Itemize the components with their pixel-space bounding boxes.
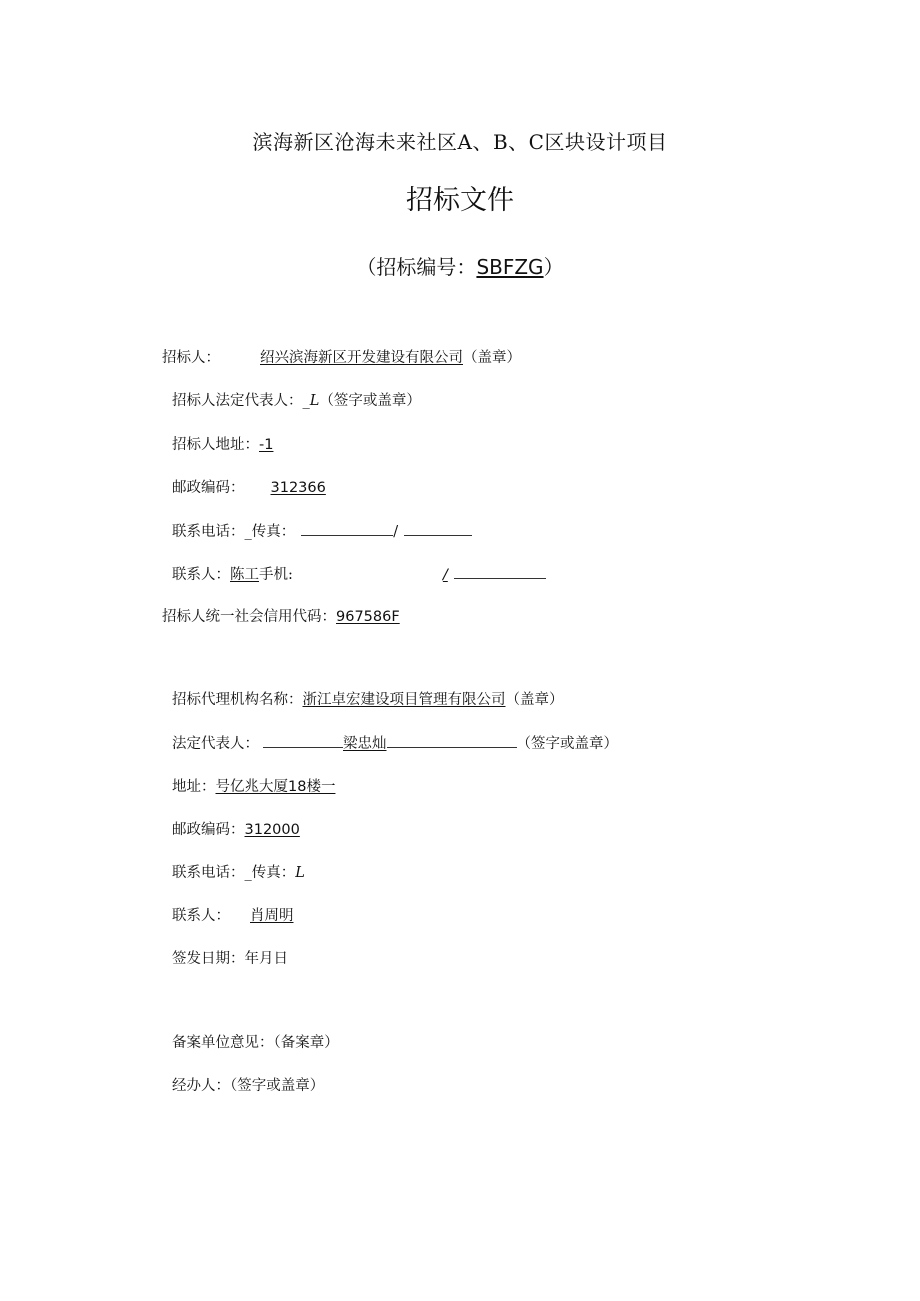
tenderer-address-line (172, 435, 273, 455)
document-title: 招标文件 (406, 185, 514, 216)
tenderer-mobile-blank (454, 564, 546, 579)
agency-issue-date-line: 签发日期：年月日 (172, 951, 288, 967)
tenderer-postcode-value: 312366 (270, 480, 326, 496)
agency-legal-rep-label: 法定代表人： (172, 736, 259, 752)
tenderer-phone-blank (301, 521, 393, 536)
agency-phone-label: 联系电话：_传真： (172, 865, 296, 881)
agency-legal-rep-blank-left (263, 733, 343, 748)
tenderer-contact-value: 陈工 (230, 567, 259, 583)
tenderer-contact-label: 联系人： (172, 567, 230, 583)
tender-number-value: SBFZG (476, 255, 544, 279)
tenderer-name-line (162, 348, 521, 368)
agency-contact-label: 联系人： (172, 908, 230, 924)
agency-phone-value: L (295, 865, 305, 881)
agency-legal-rep-line (172, 733, 618, 754)
agency-phone-line (172, 863, 305, 883)
tenderer-contact-line (172, 564, 546, 585)
agency-name-suffix: （盖章） (505, 692, 564, 708)
agency-contact-value: 肖周明 (250, 908, 294, 924)
tenderer-credit-label: 招标人统一社会信用代码： (162, 609, 336, 625)
tenderer-name-label: 招标人： (162, 350, 220, 366)
tenderer-legal-rep-value: L (309, 393, 320, 409)
agency-address-value: 号亿兆大厦18楼一 (215, 779, 336, 795)
tenderer-phone-label: 联系电话：_传真： (172, 524, 296, 540)
agency-legal-rep-blank-right (387, 733, 517, 748)
tenderer-address-label: 招标人地址： (172, 437, 259, 453)
agency-name-label: 招标代理机构名称： (172, 692, 303, 708)
agency-address-line (172, 777, 335, 797)
tender-number-open: （招标编号： (356, 255, 477, 279)
agency-name-value: 浙江卓宏建设项目管理有限公司 (302, 692, 506, 708)
filing-handler-line: 经办人：（签字或盖章） (172, 1078, 325, 1094)
agency-postcode-line (172, 820, 300, 840)
tenderer-fax-blank (404, 521, 472, 536)
agency-legal-rep-suffix: （签字或盖章） (516, 736, 618, 752)
tenderer-legal-rep-label: 招标人法定代表人：_ (172, 393, 310, 409)
agency-contact-line (172, 906, 294, 926)
tenderer-mobile-value: / (442, 567, 448, 583)
tenderer-mobile-label: 手机: (259, 567, 293, 583)
tender-number-close: ） (543, 255, 564, 279)
agency-legal-rep-value: 梁忠灿 (343, 736, 387, 752)
tenderer-legal-rep-suffix: （签字或盖章） (319, 393, 421, 409)
tenderer-credit-value: 967586F (336, 609, 400, 625)
tenderer-legal-rep-line (172, 391, 421, 411)
project-title: 滨海新区沧海未来社区A、B、C区块设计项目 (252, 130, 668, 154)
tenderer-name-suffix: （盖章） (463, 350, 521, 366)
tenderer-postcode-label: 邮政编码： (172, 480, 245, 496)
agency-name-line (172, 690, 564, 710)
tenderer-phone-sep: / (393, 524, 399, 540)
tenderer-phone-line (172, 521, 472, 542)
filing-opinion-line: 备案单位意见：（备案章） (172, 1035, 339, 1051)
agency-address-label: 地址： (172, 779, 216, 795)
tenderer-postcode-line (172, 478, 326, 498)
tenderer-address-value: -1 (259, 437, 274, 453)
agency-postcode-value: 312000 (244, 822, 300, 838)
tender-number-line (0, 251, 920, 280)
tenderer-name-value: 绍兴滨海新区开发建设有限公司 (260, 350, 463, 366)
agency-postcode-label: 邮政编码： (172, 822, 245, 838)
tenderer-credit-line (162, 607, 400, 627)
